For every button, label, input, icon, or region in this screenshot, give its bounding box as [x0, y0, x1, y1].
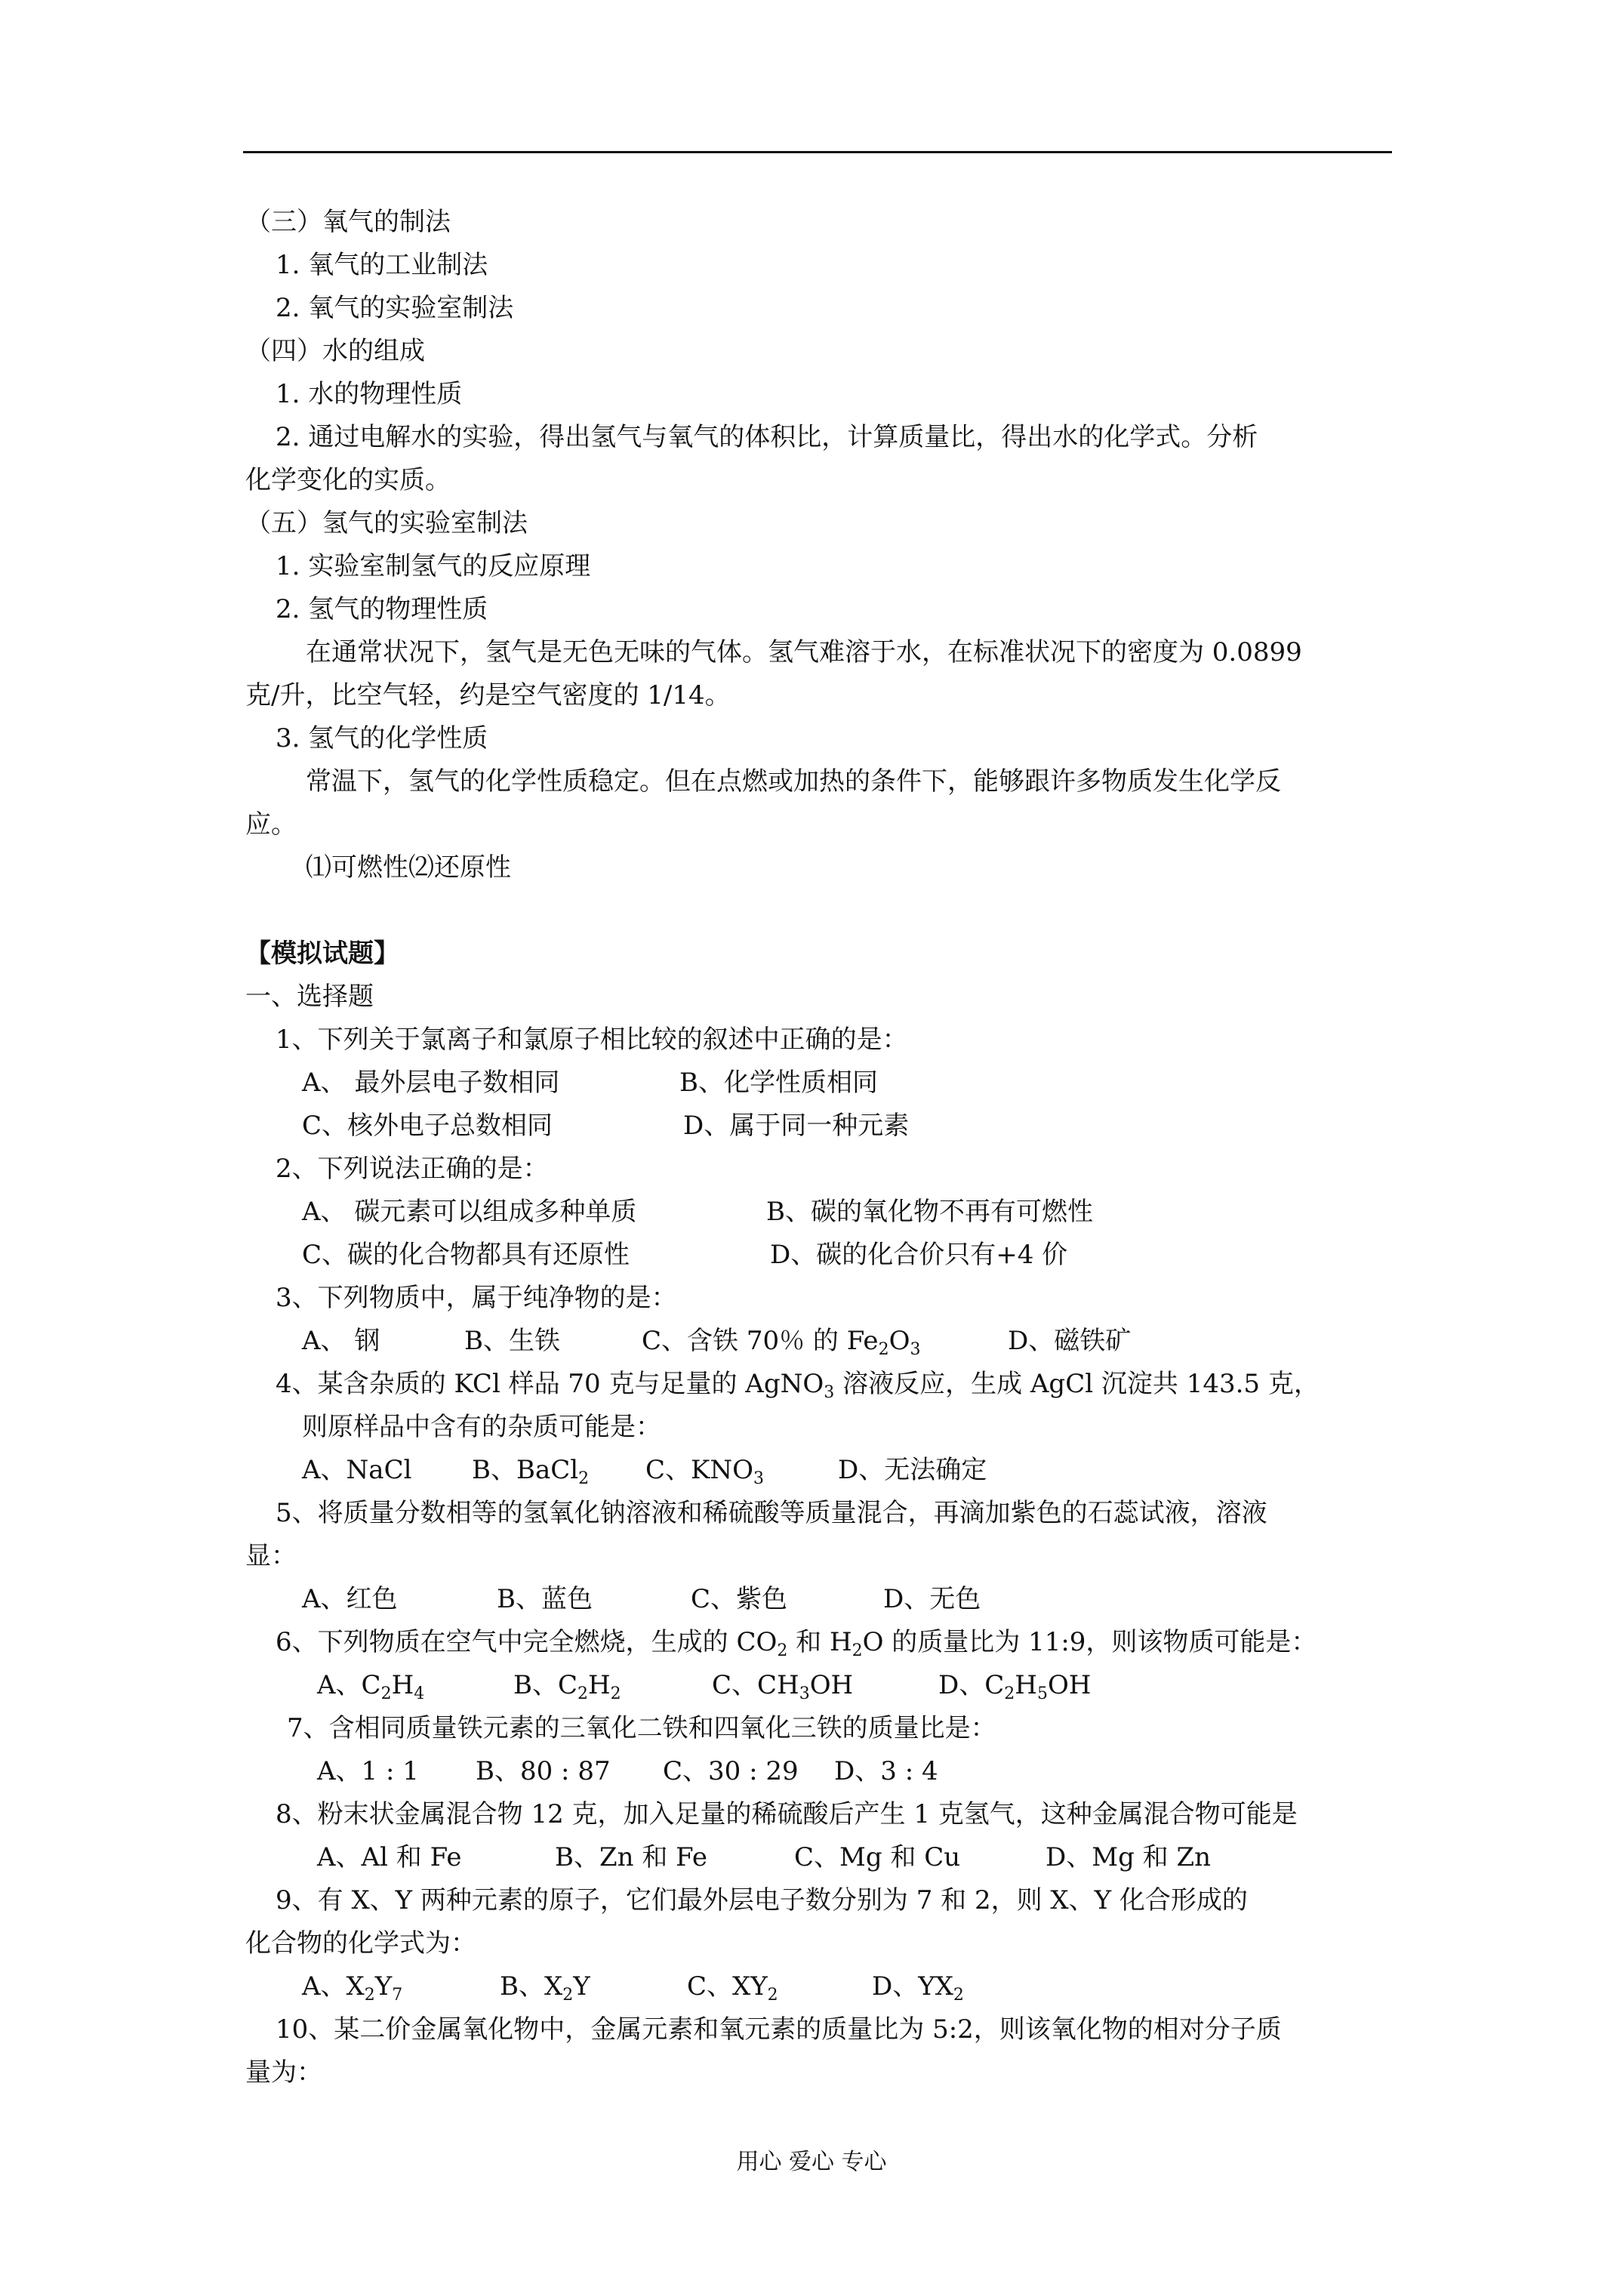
option-d: D、Mg 和 Zn — [1046, 1842, 1211, 1872]
sub-item: 1. 氧气的工业制法 — [276, 250, 488, 280]
paragraph-line: 应。 — [245, 809, 297, 840]
question-2: 2、下列说法正确的是： — [276, 1154, 549, 1184]
option-c: C、紫色 — [691, 1584, 788, 1614]
option-d: D、3 : 4 — [834, 1756, 938, 1786]
option-b: B、生铁 — [464, 1326, 560, 1356]
question-5-line2: 显： — [245, 1541, 297, 1571]
option-b: B、$C_2H_2$ — [513, 1670, 621, 1703]
sub-item: 2. 氢气的物理性质 — [276, 594, 488, 624]
option-a: A、 最外层电子数相同 — [302, 1068, 560, 1098]
option-a: A、$C_2H_4$ — [317, 1670, 425, 1703]
option-a: A、 钢 — [302, 1326, 380, 1356]
option-d: D、$YX_2$ — [872, 1971, 964, 2005]
paragraph-line: 2. 通过电解水的实验，得出氢气与氧气的体积比，计算质量比，得出水的化学式。分析 — [276, 422, 1258, 452]
question-1: 1、下列关于氯离子和氯原子相比较的叙述中正确的是： — [276, 1025, 908, 1055]
question-6: 6、下列物质在空气中完全燃烧，生成的 $CO_2$ 和 $H_2O$ 的质量比为 11:9，则该物质可能是： — [276, 1627, 1317, 1660]
option-d: D、属于同一种元素 — [683, 1111, 910, 1141]
question-4-line2: 则原样品中含有的杂质可能是： — [302, 1412, 661, 1442]
section-heading: （五）氢气的实验室制法 — [245, 508, 528, 538]
option-b: B、$X_2Y$ — [500, 1971, 590, 2005]
sub-item: 1. 实验室制氢气的反应原理 — [276, 551, 591, 581]
question-5: 5、将质量分数相等的氢氧化钠溶液和稀硫酸等质量混合，再滴加紫色的石蕊试液，溶液 — [276, 1498, 1267, 1528]
option-d: D、无色 — [883, 1584, 981, 1614]
option-c: C、Mg 和 Cu — [794, 1842, 961, 1872]
option-c: C、$KNO_3$ — [645, 1455, 765, 1488]
paragraph-line: 在通常状况下，氢气是无色无味的气体。氢气难溶于水，在标准状况下的密度为 0.0899 — [306, 637, 1302, 667]
paragraph-line: 化学变化的实质。 — [245, 465, 451, 495]
paragraph-line: ⑴可燃性⑵还原性 — [306, 852, 511, 883]
page-footer: 用心 爱心 专心 — [736, 2149, 887, 2175]
option-a: A、$X_2Y_7$ — [302, 1971, 403, 2005]
option-a: A、红色 — [302, 1584, 398, 1614]
question-9: 9、有 X、Y 两种元素的原子，它们最外层电子数分别为 7 和 2，则 X、Y 化合形成的 — [276, 1885, 1248, 1915]
option-c: C、碳的化合物都具有还原性 — [302, 1240, 630, 1270]
question-9-line2: 化合物的化学式为： — [245, 1928, 476, 1959]
option-c: C、30 : 29 — [663, 1756, 799, 1786]
question-10-line2: 量为： — [245, 2057, 322, 2088]
option-a: A、Al 和 Fe — [317, 1842, 462, 1872]
part-heading: 一、选择题 — [245, 982, 374, 1012]
option-c: C、含铁 70％ 的 $Fe_2O_3$ — [642, 1326, 921, 1359]
header-rule — [243, 151, 1392, 153]
sub-item: 3. 氢气的化学性质 — [276, 723, 488, 754]
option-b: B、BaCl$_2$ — [472, 1455, 590, 1488]
paragraph-line: 克/升，比空气轻，约是空气密度的 1/14。 — [245, 680, 731, 710]
sub-item: 1. 水的物理性质 — [276, 379, 463, 409]
section-heading: （四）水的组成 — [245, 336, 425, 366]
question-3: 3、下列物质中，属于纯净物的是： — [276, 1283, 677, 1313]
option-d: D、无法确定 — [838, 1455, 987, 1485]
option-c: C、$CH_3OH$ — [712, 1670, 854, 1703]
option-c: C、$XY_2$ — [687, 1971, 778, 2005]
option-b: B、碳的氧化物不再有可燃性 — [766, 1197, 1093, 1227]
question-8: 8、粉末状金属混合物 12 克，加入足量的稀硫酸后产生 1 克氢气，这种金属混合物可能是 — [276, 1799, 1298, 1829]
option-b: B、80 : 87 — [476, 1756, 611, 1786]
question-4: 4、某含杂质的 KCl 样品 70 克与足量的 AgNO$_3$ 溶液反应，生成 AgCl 沉淀共 143.5 克， — [276, 1369, 1320, 1402]
sub-item: 2. 氧气的实验室制法 — [276, 293, 514, 323]
option-d: D、碳的化合价只有+4 价 — [770, 1240, 1068, 1270]
question-10: 10、某二价金属氧化物中，金属元素和氧元素的质量比为 5:2，则该氧化物的相对分子质 — [276, 2014, 1282, 2045]
option-a: A、NaCl — [302, 1455, 412, 1485]
section-heading: （三）氧气的制法 — [245, 207, 451, 237]
question-7: 7、含相同质量铁元素的三氧化二铁和四氧化三铁的质量比是： — [287, 1713, 996, 1743]
option-d: D、$C_2H_5OH$ — [938, 1670, 1092, 1703]
option-b: B、蓝色 — [497, 1584, 593, 1614]
option-c: C、核外电子总数相同 — [302, 1111, 553, 1141]
option-a: A、1 : 1 — [317, 1756, 419, 1786]
paragraph-line: 常温下，氢气的化学性质稳定。但在点燃或加热的条件下，能够跟许多物质发生化学反 — [306, 766, 1281, 797]
option-b: B、化学性质相同 — [679, 1068, 878, 1098]
quiz-heading: 【模拟试题】 — [245, 938, 399, 969]
option-d: D、磁铁矿 — [1008, 1326, 1132, 1356]
option-b: B、Zn 和 Fe — [555, 1842, 707, 1872]
option-a: A、 碳元素可以组成多种单质 — [302, 1197, 637, 1227]
